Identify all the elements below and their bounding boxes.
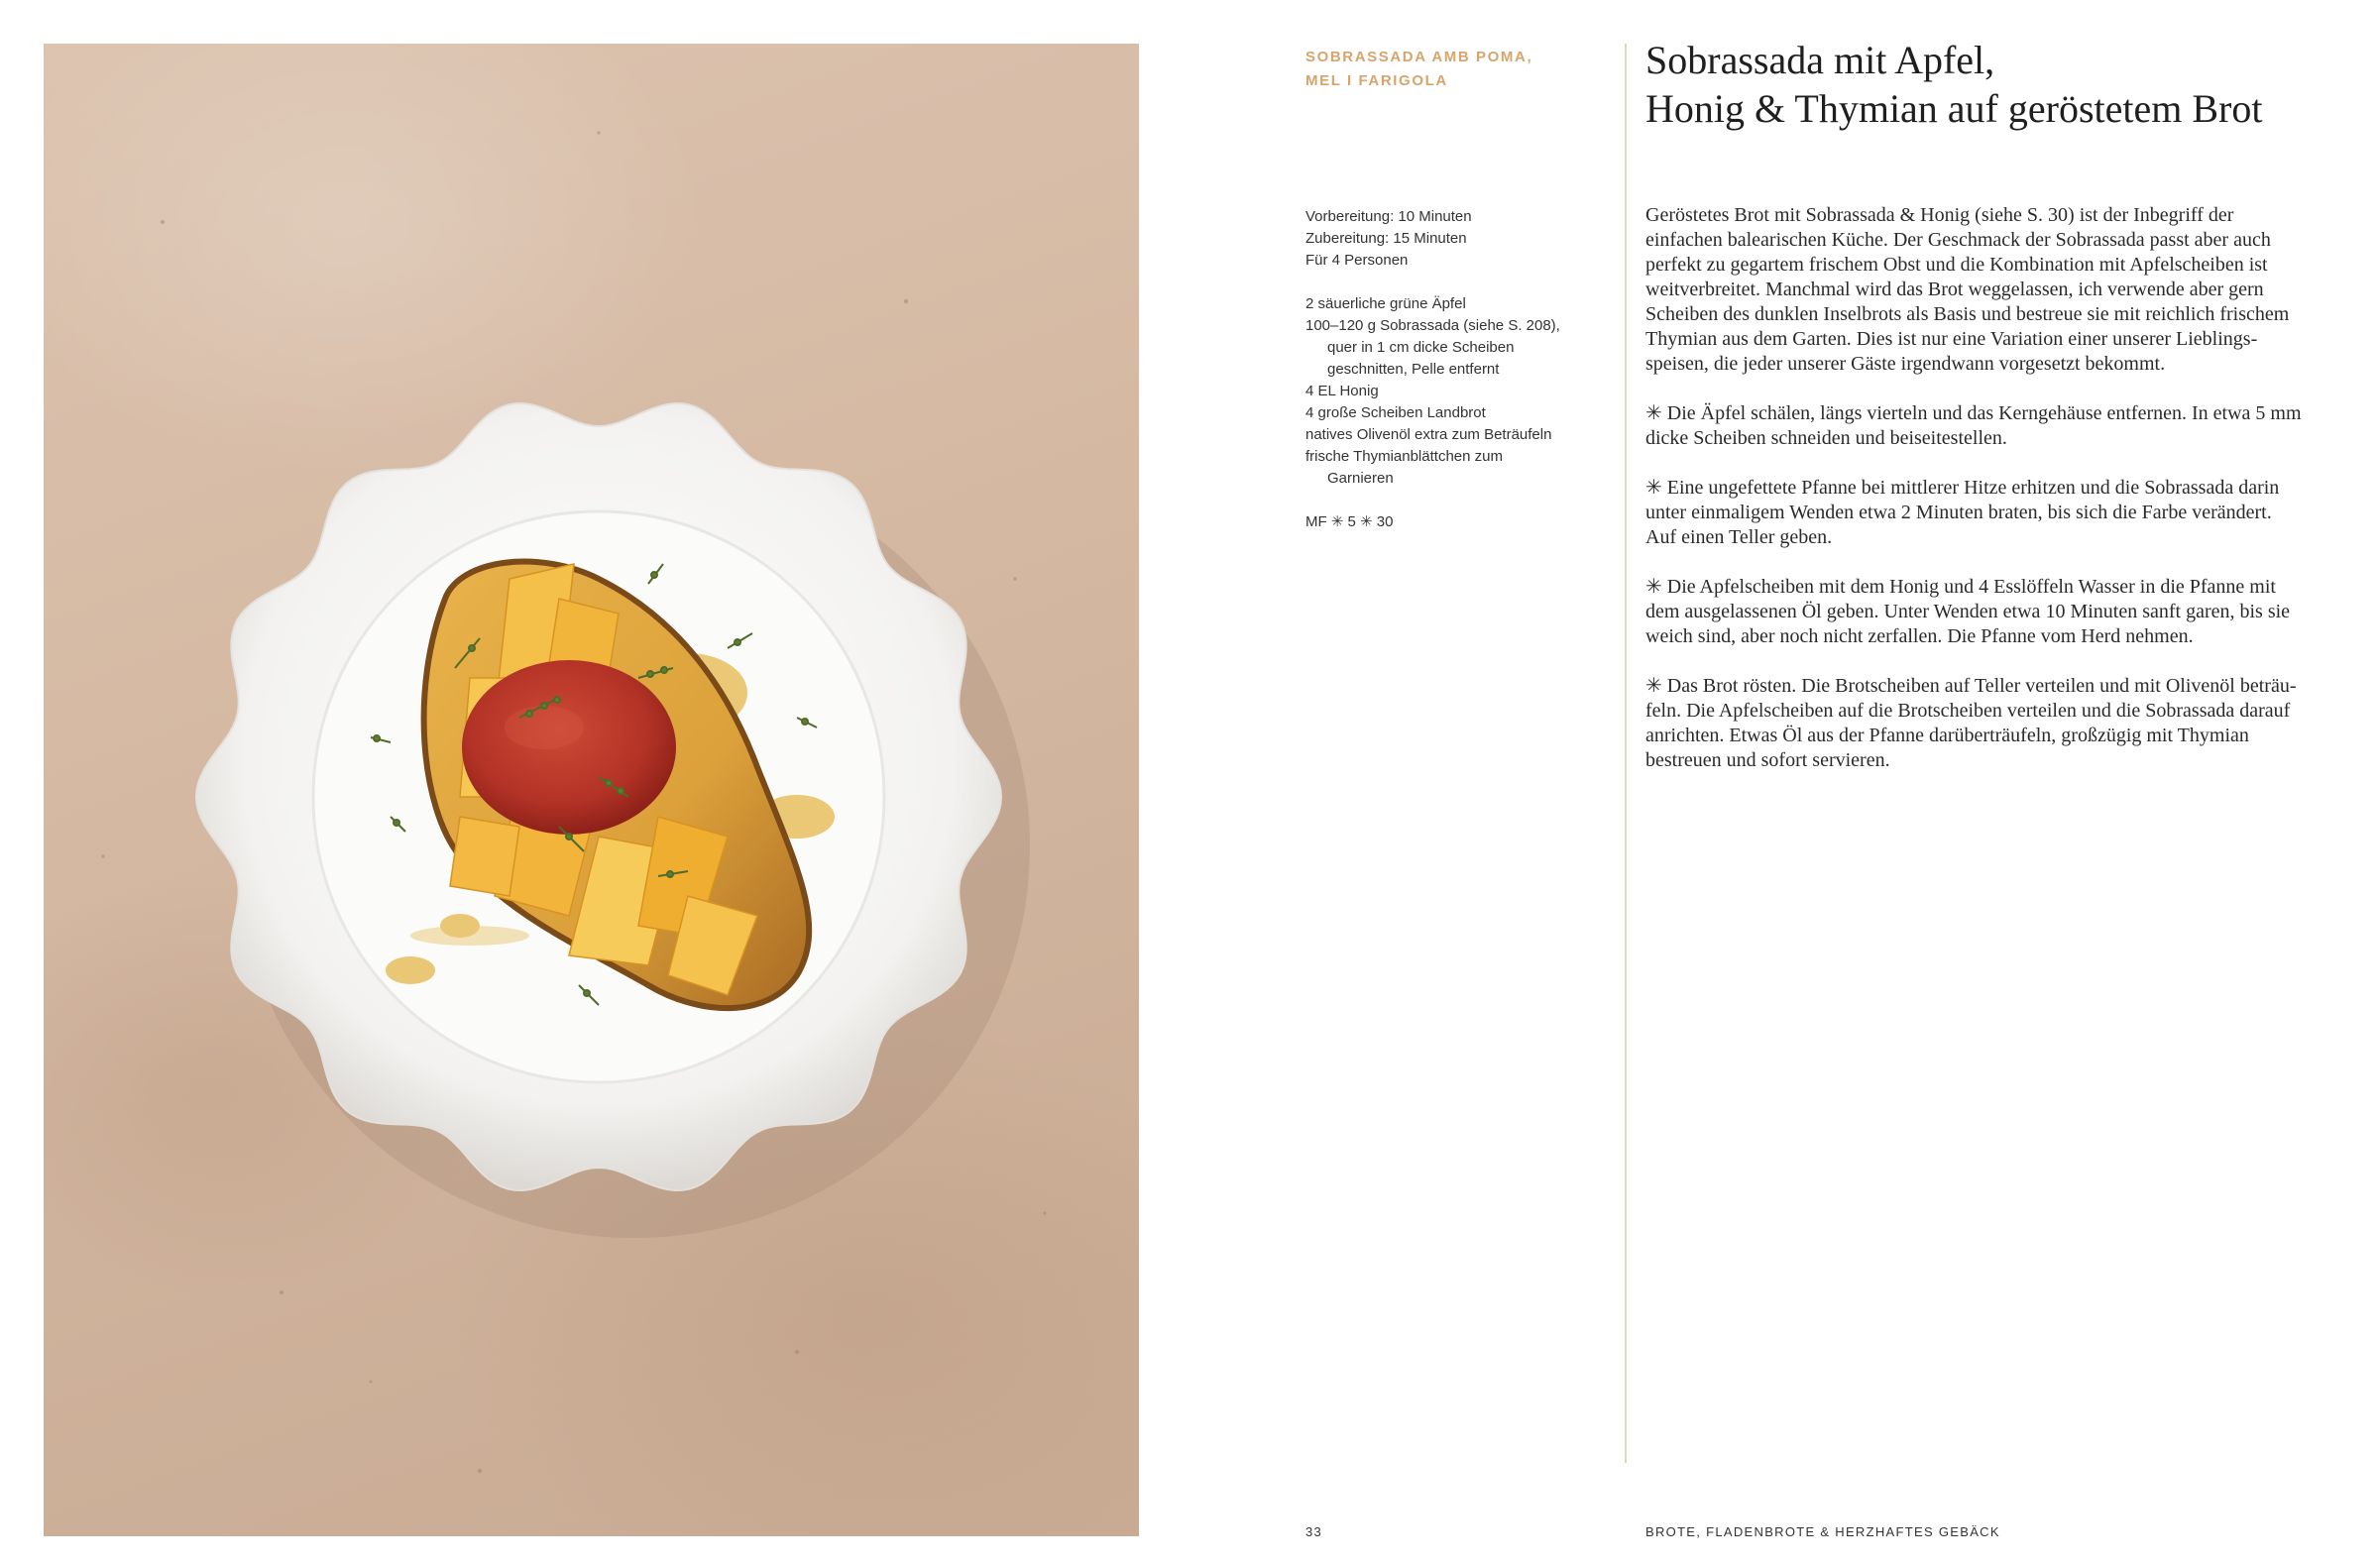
page-number: 33: [1305, 1524, 1323, 1539]
ingredient-line: natives Olivenöl extra zum Beträufeln: [1305, 426, 1552, 443]
cook-time: Zubereitung: 15 Minuten: [1305, 230, 1467, 247]
text-line: ✳ Eine ungefettete Pfanne bei mittlerer Hitze erhitzen und die Sobrassada darin: [1645, 477, 2280, 499]
recipe-kicker-catalan-title: [1305, 46, 1543, 93]
recipe-photo: [44, 44, 1139, 1536]
ingredient-line: 2 säuerliche grüne Äpfel: [1305, 295, 1466, 312]
text-line: speisen, die jeder unserer Gäste irgendwann vorgesetzt bekommt.: [1645, 353, 2166, 375]
vertical-divider: [1625, 44, 1627, 1463]
kicker-line: SOBRASSADA AMB POMA,: [1305, 49, 1533, 65]
text-line: unter einmaligem Wenden etwa 2 Minuten braten, bis sich die Farbe verändert.: [1645, 502, 2272, 523]
text-line: dem ausgelassenen Öl geben. Unter Wenden etwa 10 Minuten sanft garen, bis sie: [1645, 601, 2291, 622]
recipe-body: [1645, 203, 2354, 798]
ingredient-line: geschnitten, Pelle entfernt: [1327, 361, 1500, 378]
ingredient-line: Garnieren: [1327, 470, 1394, 487]
method-step: [1645, 674, 2354, 773]
ingredient-line: 100–120 g Sobrassada (siehe S. 208),: [1305, 317, 1560, 334]
text-line: weich sind, aber noch nicht zerfallen. Die Pfanne vom Herd nehmen.: [1645, 625, 2194, 647]
text-line: perfekt zu gegartem frischem Obst und die Kombination mit Apfelscheiben ist: [1645, 254, 2268, 276]
prep-time: Vorbereitung: 10 Minuten: [1305, 208, 1472, 225]
text-line: einfachen balearischen Küche. Der Geschmack der Sobrassada passt aber auch: [1645, 229, 2271, 251]
sobrassada-slice: [462, 660, 676, 835]
text-line: Scheiben des dunklen Inselbrots als Basis und bestreue sie mit reichlich frischem: [1645, 303, 2290, 325]
text-line: ✳ Die Apfelscheiben mit dem Honig und 4 Esslöffeln Wasser in die Pfanne mit: [1645, 576, 2276, 598]
text-line: dicke Scheiben schneiden und beiseitestellen.: [1645, 427, 2007, 449]
text-line: ✳ Die Äpfel schälen, längs vierteln und das Kerngehäuse entfernen. In etwa 5 mm: [1645, 402, 2302, 424]
text-line: bestreuen und sofort servieren.: [1645, 749, 1890, 771]
text-line: anrichten. Etwas Öl aus der Pfanne darüberträufeln, großzügig mit Thymian: [1645, 725, 2249, 746]
title-line: Honig & Thymian auf geröstetem Brot: [1645, 86, 2263, 131]
text-line: ✳ Das Brot rösten. Die Brotscheiben auf Teller verteilen und mit Olivenöl beträu-: [1645, 675, 2297, 697]
ingredient-line: quer in 1 cm dicke Scheiben: [1327, 339, 1515, 356]
ingredient-line: frische Thymianblättchen zum: [1305, 448, 1503, 465]
text-line: Thymian aus dem Garten. Dies ist nur eine Variation einer unserer Lieblings-: [1645, 328, 2258, 350]
text-line: feln. Die Apfelscheiben auf die Brotscheiben verteilen und die Sobrassada darauf: [1645, 700, 2291, 722]
intro-paragraph: [1645, 203, 2354, 377]
photo-illustration: [44, 44, 1139, 1536]
ingredient-line: 4 EL Honig: [1305, 383, 1379, 399]
diet-tags: MF ✳ 5 ✳ 30: [1305, 513, 1394, 530]
text-line: Geröstetes Brot mit Sobrassada & Honig (siehe S. 30) ist der Inbegriff der: [1645, 204, 2234, 226]
section-footer: BROTE, FLADENBROTE & HERZHAFTES GEBÄCK: [1645, 1524, 2000, 1539]
method-step: [1645, 476, 2354, 550]
text-line: weitverbreitet. Manchmal wird das Brot weggelassen, ich verwende aber gern: [1645, 279, 2264, 300]
method-step: [1645, 401, 2354, 451]
title-line: Sobrassada mit Apfel,: [1645, 38, 1995, 82]
recipe-meta: [1305, 206, 1603, 533]
ingredient-line: 4 große Scheiben Landbrot: [1305, 404, 1486, 421]
kicker-line: MEL I FARIGOLA: [1305, 72, 1448, 89]
servings: Für 4 Personen: [1305, 252, 1409, 269]
recipe-title: [1645, 36, 2339, 133]
ingredients-list: [1305, 293, 1603, 490]
text-line: Auf einen Teller geben.: [1645, 526, 1833, 548]
method-step: [1645, 575, 2354, 649]
